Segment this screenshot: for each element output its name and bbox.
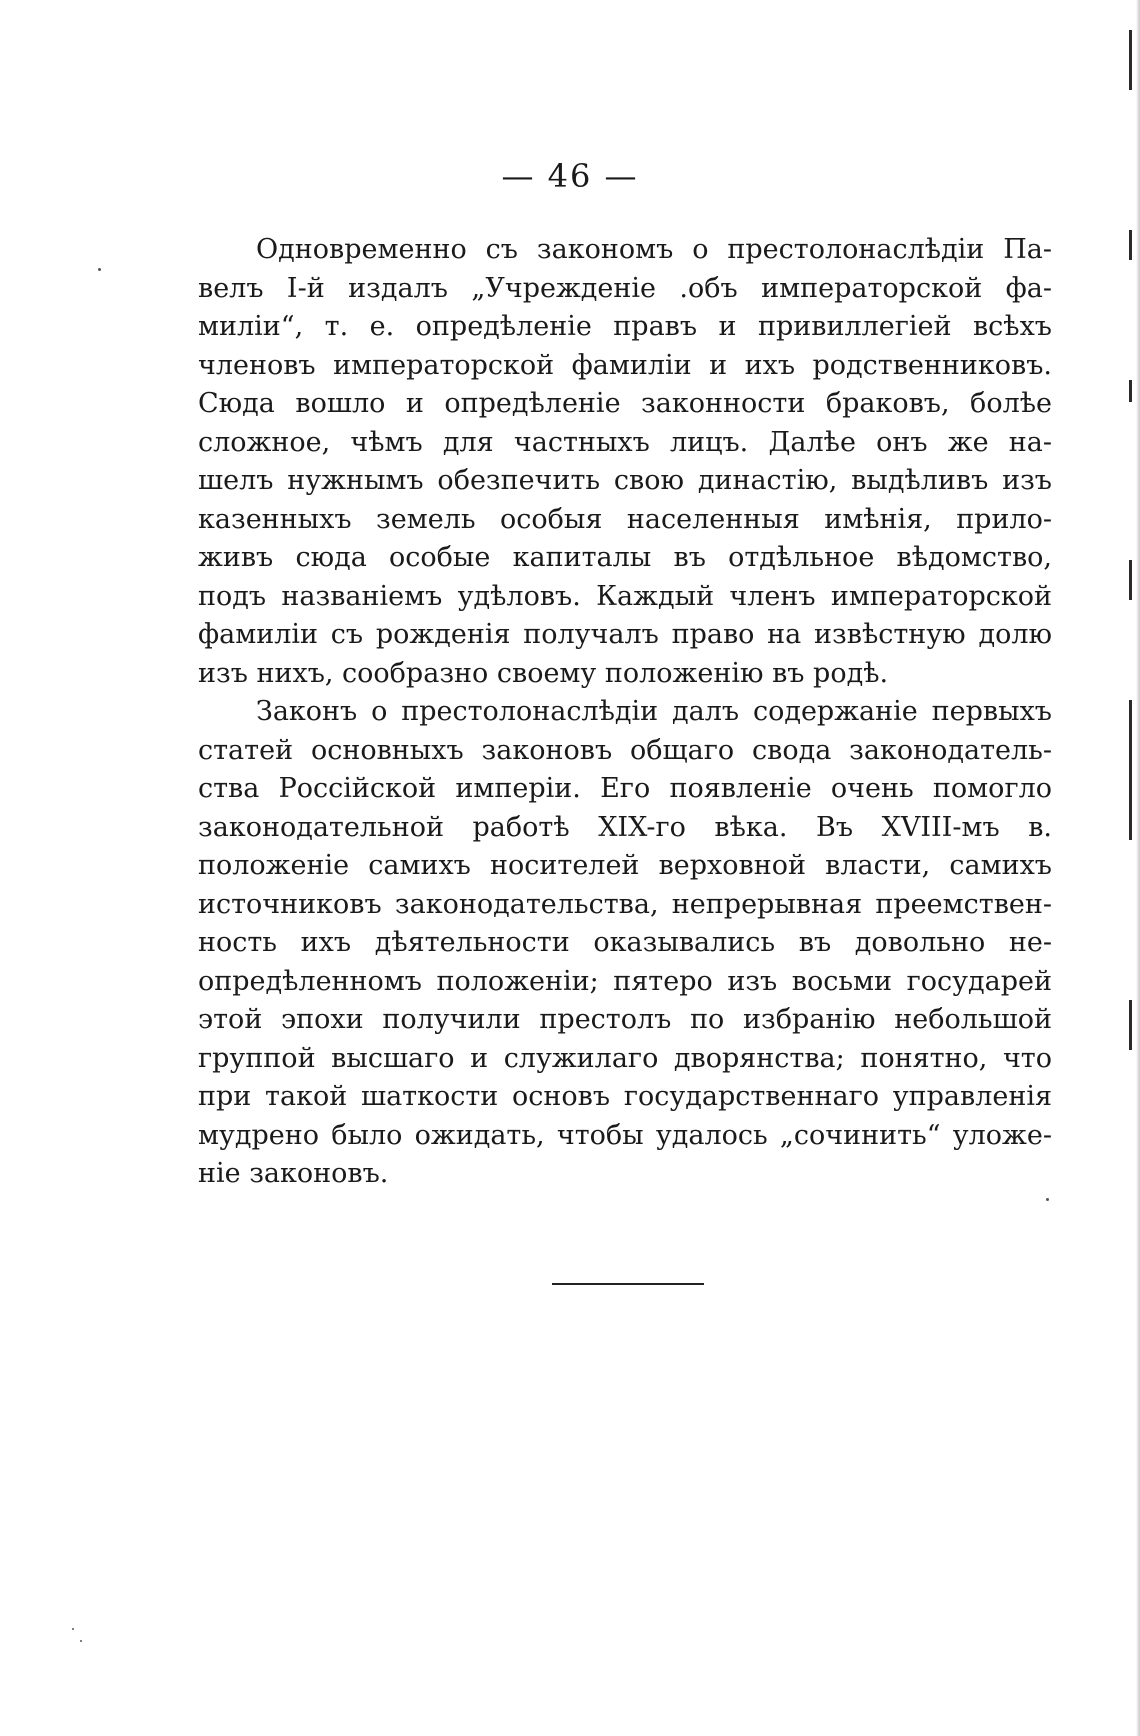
text-line: сложное, чѣмъ для частныхъ лицъ. Далѣе онъ же на- bbox=[198, 426, 1052, 458]
paper-speck bbox=[98, 268, 101, 271]
text-line: ства Россійской имперіи. Его появленіе очень помогло bbox=[198, 773, 1052, 804]
text-line: источниковъ законодательства, непрерывная преемствен- bbox=[198, 888, 1052, 920]
page-edge-shadow bbox=[1136, 0, 1140, 1736]
text-line: живъ сюда особые капиталы въ отдѣльное вѣдомство, bbox=[198, 542, 1052, 573]
text-line: этой эпохи получили престолъ по избранію небольшой bbox=[198, 1004, 1052, 1035]
page-edge-mark bbox=[1129, 380, 1132, 402]
text-line: ность ихъ дѣятельности оказывались въ довольно не- bbox=[198, 927, 1052, 958]
text-line: велъ I-й издалъ „Учрежденіе .объ императорской фа- bbox=[198, 272, 1052, 304]
page-edge-mark bbox=[1129, 1000, 1132, 1050]
text-line: шелъ нужнымъ обезпечить свою династію, выдѣливъ изъ bbox=[198, 465, 1052, 496]
text-line: Сюда вошло и опредѣленіе законности браковъ, болѣе bbox=[198, 388, 1052, 419]
text-line: ніе законовъ. bbox=[198, 1158, 389, 1189]
page-edge-mark bbox=[1129, 700, 1132, 840]
text-line: казенныхъ земель особыя населенныя имѣнія, прило- bbox=[198, 503, 1052, 535]
text-line: фамиліи съ рожденія получалъ право на извѣстную долю bbox=[198, 619, 1052, 650]
text-line: опредѣленномъ положеніи; пятеро изъ восьми государей bbox=[198, 965, 1052, 997]
text-line: при такой шаткости основъ государственнаго управленія bbox=[198, 1081, 1052, 1112]
paper-speck bbox=[80, 1640, 82, 1642]
text-line: законодательной работѣ XIX-го вѣка. Въ XVIII-мъ в. bbox=[198, 811, 1052, 843]
text-line: изъ нихъ, сообразно своему положенію въ родѣ. bbox=[198, 657, 889, 689]
paragraph-2 bbox=[198, 693, 1052, 1194]
page-edge-mark bbox=[1129, 230, 1132, 260]
text-line: подъ названіемъ удѣловъ. Каждый членъ императорской bbox=[198, 580, 1052, 612]
body-text bbox=[198, 231, 1052, 1194]
paragraph-1 bbox=[198, 231, 1052, 693]
text-line: положеніе самихъ носителей верховной власти, самихъ bbox=[198, 850, 1052, 881]
page-number: — 46 — bbox=[501, 157, 639, 195]
text-line: группой высшаго и служилаго дворянства; понятно, что bbox=[198, 1042, 1052, 1074]
page-edge-mark bbox=[1129, 30, 1132, 90]
text-line: Законъ о престолонаслѣдіи далъ содержаніе первыхъ bbox=[256, 696, 1052, 727]
text-line: Одновременно съ закономъ о престолонаслѣдіи Па- bbox=[256, 234, 1052, 265]
text-line: членовъ императорской фамиліи и ихъ родственниковъ. bbox=[198, 349, 1052, 381]
text-line: миліи“, т. е. опредѣленіе правъ и привиллегіей всѣхъ bbox=[198, 311, 1052, 342]
text-line: мудрено было ожидать, чтобы удалось „сочинить“ уложе- bbox=[198, 1119, 1052, 1151]
text-line: статей основныхъ законовъ общаго свода законодатель- bbox=[198, 734, 1052, 766]
paper-speck bbox=[1046, 1198, 1049, 1201]
paper-speck bbox=[72, 1628, 74, 1630]
end-rule bbox=[552, 1283, 704, 1285]
page-edge-mark bbox=[1129, 560, 1132, 600]
